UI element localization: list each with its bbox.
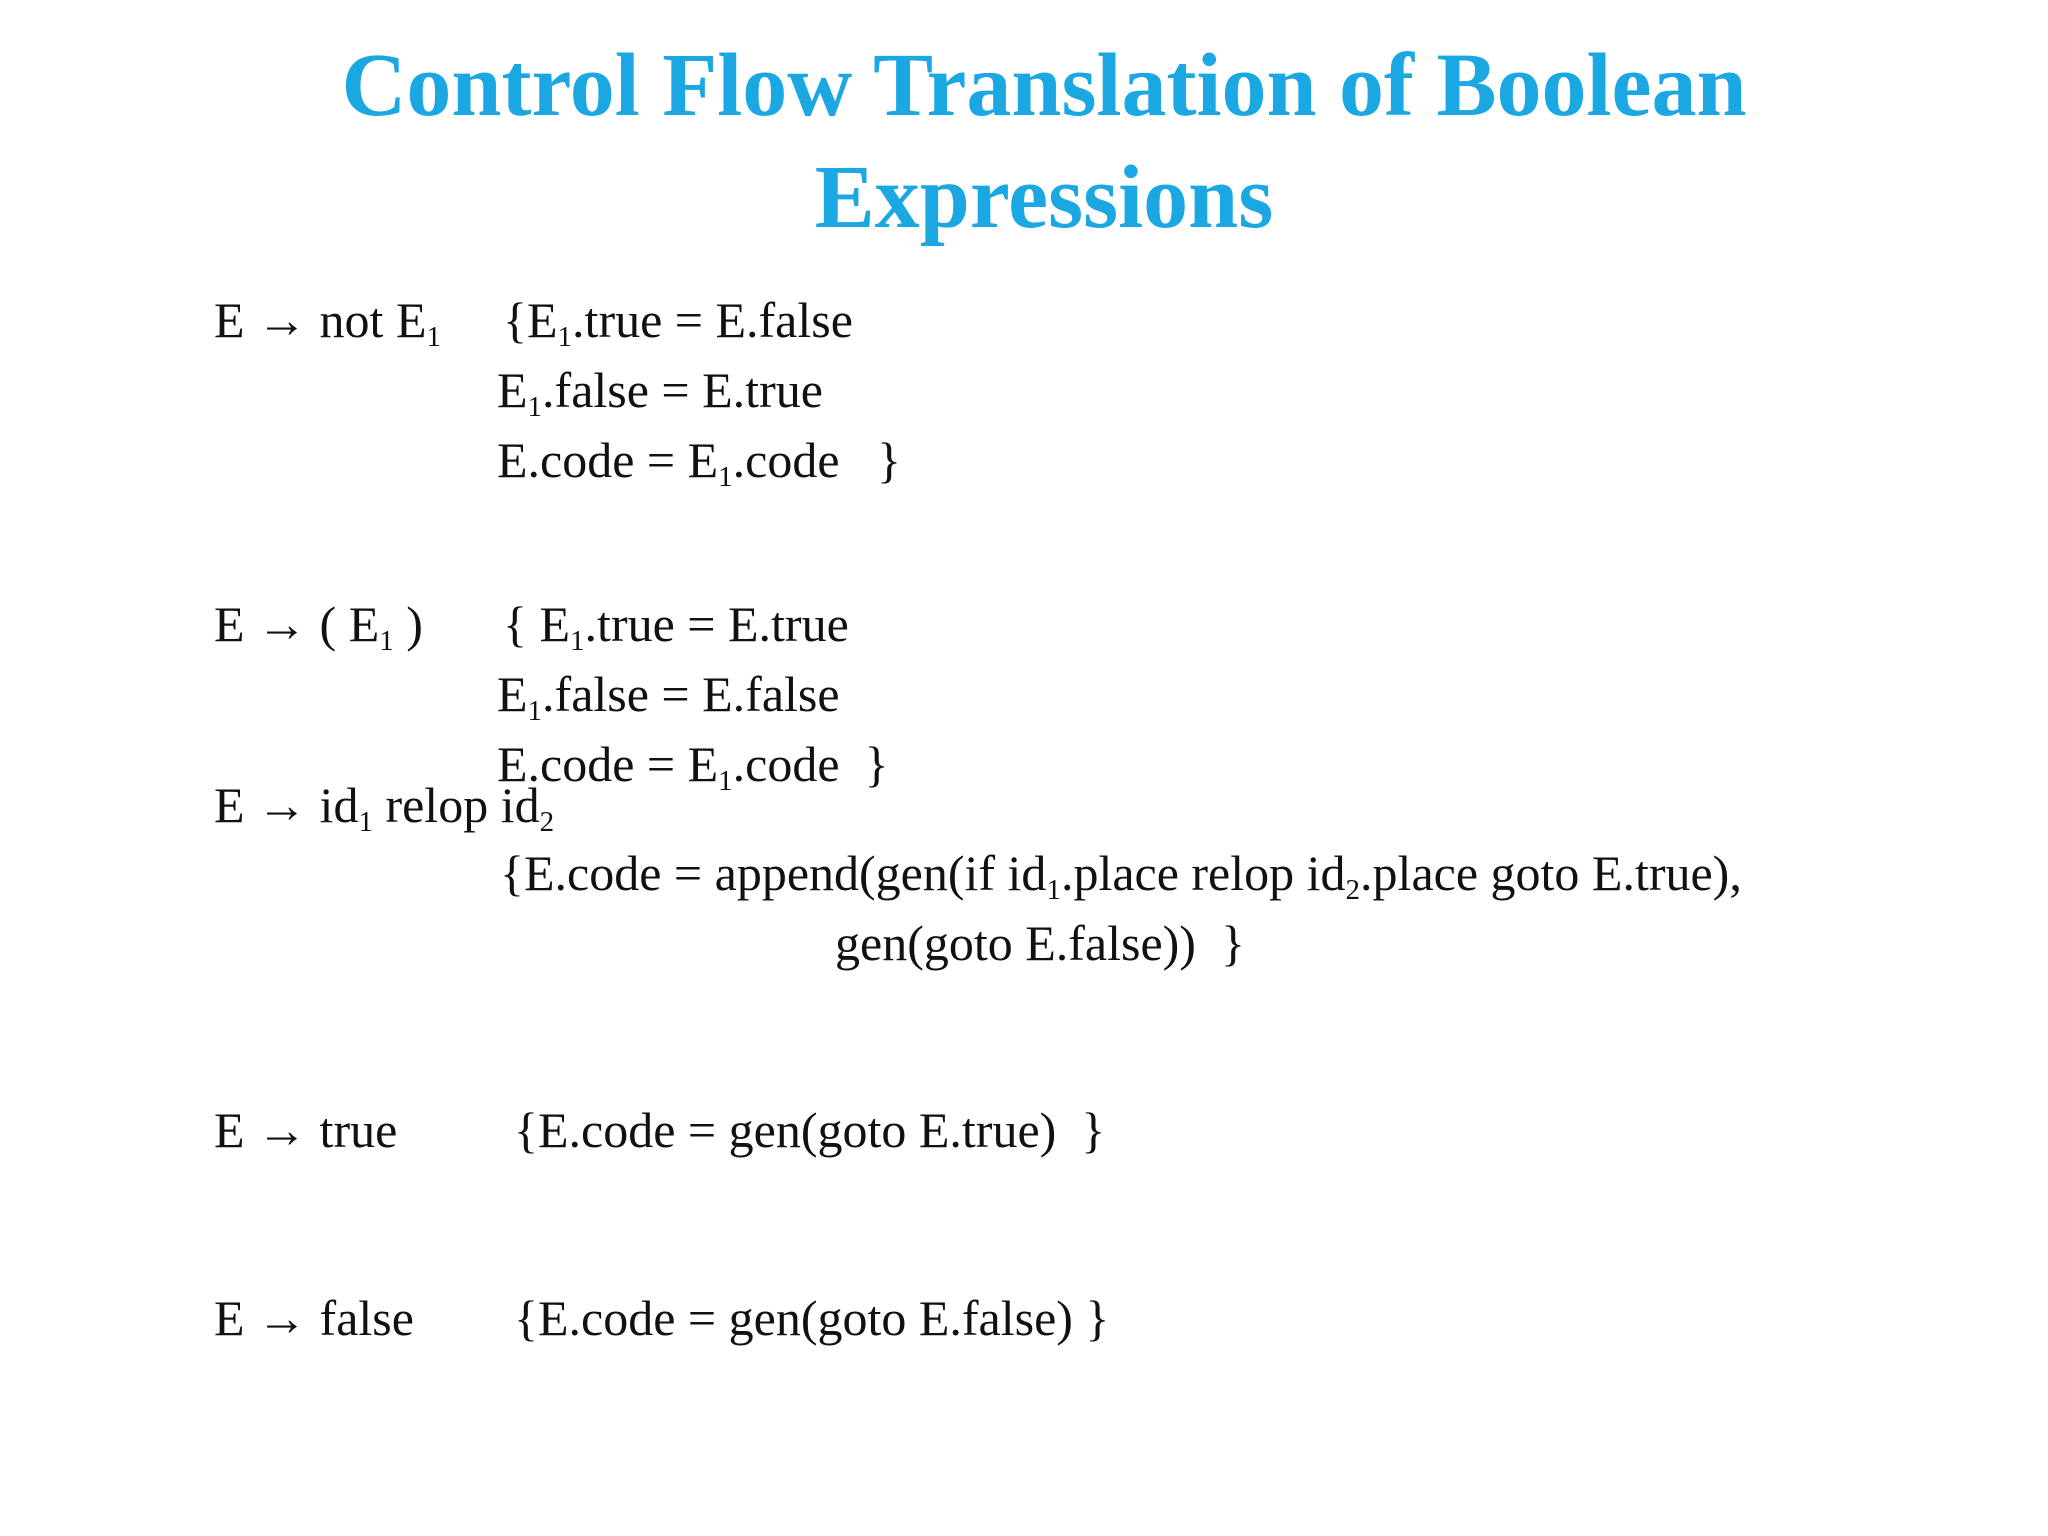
rule-paren-action-2: $E_1.false$ = E.false xyxy=(497,666,840,727)
rule-false-action-1: {E.code = gen(goto E.false) } xyxy=(514,1290,1110,1346)
rule-relop-action-2: gen(goto E.false)) } xyxy=(835,915,1245,971)
rule-paren-production: E → ( $E_1$ ) xyxy=(214,596,423,657)
arrow-icon: → xyxy=(257,1102,308,1158)
rule-true-production: E → true xyxy=(214,1102,398,1158)
rule-not-action-1: {$E_1.true$ = E.false xyxy=(503,292,853,353)
rule-not-action-2: $E_1.false$ = E.true xyxy=(497,362,823,423)
rule-not-production: E → not $E_1$ xyxy=(214,292,441,353)
slide-title xyxy=(0,30,2048,254)
arrow-icon: → xyxy=(257,292,308,348)
rule-paren-action-3: E.code = $E_1.code$ } xyxy=(497,736,889,797)
rule-not-action-3: E.code = $E_1.code$ } xyxy=(497,432,902,493)
rule-relop-action-1: {E.code = append(gen(if $id_1.place$ relop $id_2.place$ goto E.true), xyxy=(500,845,1742,906)
rule-relop-production: $E \to id_1$ relop $id_2$ xyxy=(214,777,555,838)
rule-true-action-1: {E.code = gen(goto E.true) } xyxy=(514,1102,1106,1158)
arrow-icon: → xyxy=(257,596,308,652)
rule-paren-action-1: { $E_1.true$ = E.true xyxy=(503,596,849,657)
arrow-icon: → xyxy=(257,777,308,833)
rule-false-production: E → false xyxy=(214,1290,414,1346)
arrow-icon: → xyxy=(257,1290,308,1346)
title-line-2: Expressions xyxy=(814,148,1274,247)
title-line-1: Control Flow Translation of Boolean xyxy=(341,36,1747,135)
